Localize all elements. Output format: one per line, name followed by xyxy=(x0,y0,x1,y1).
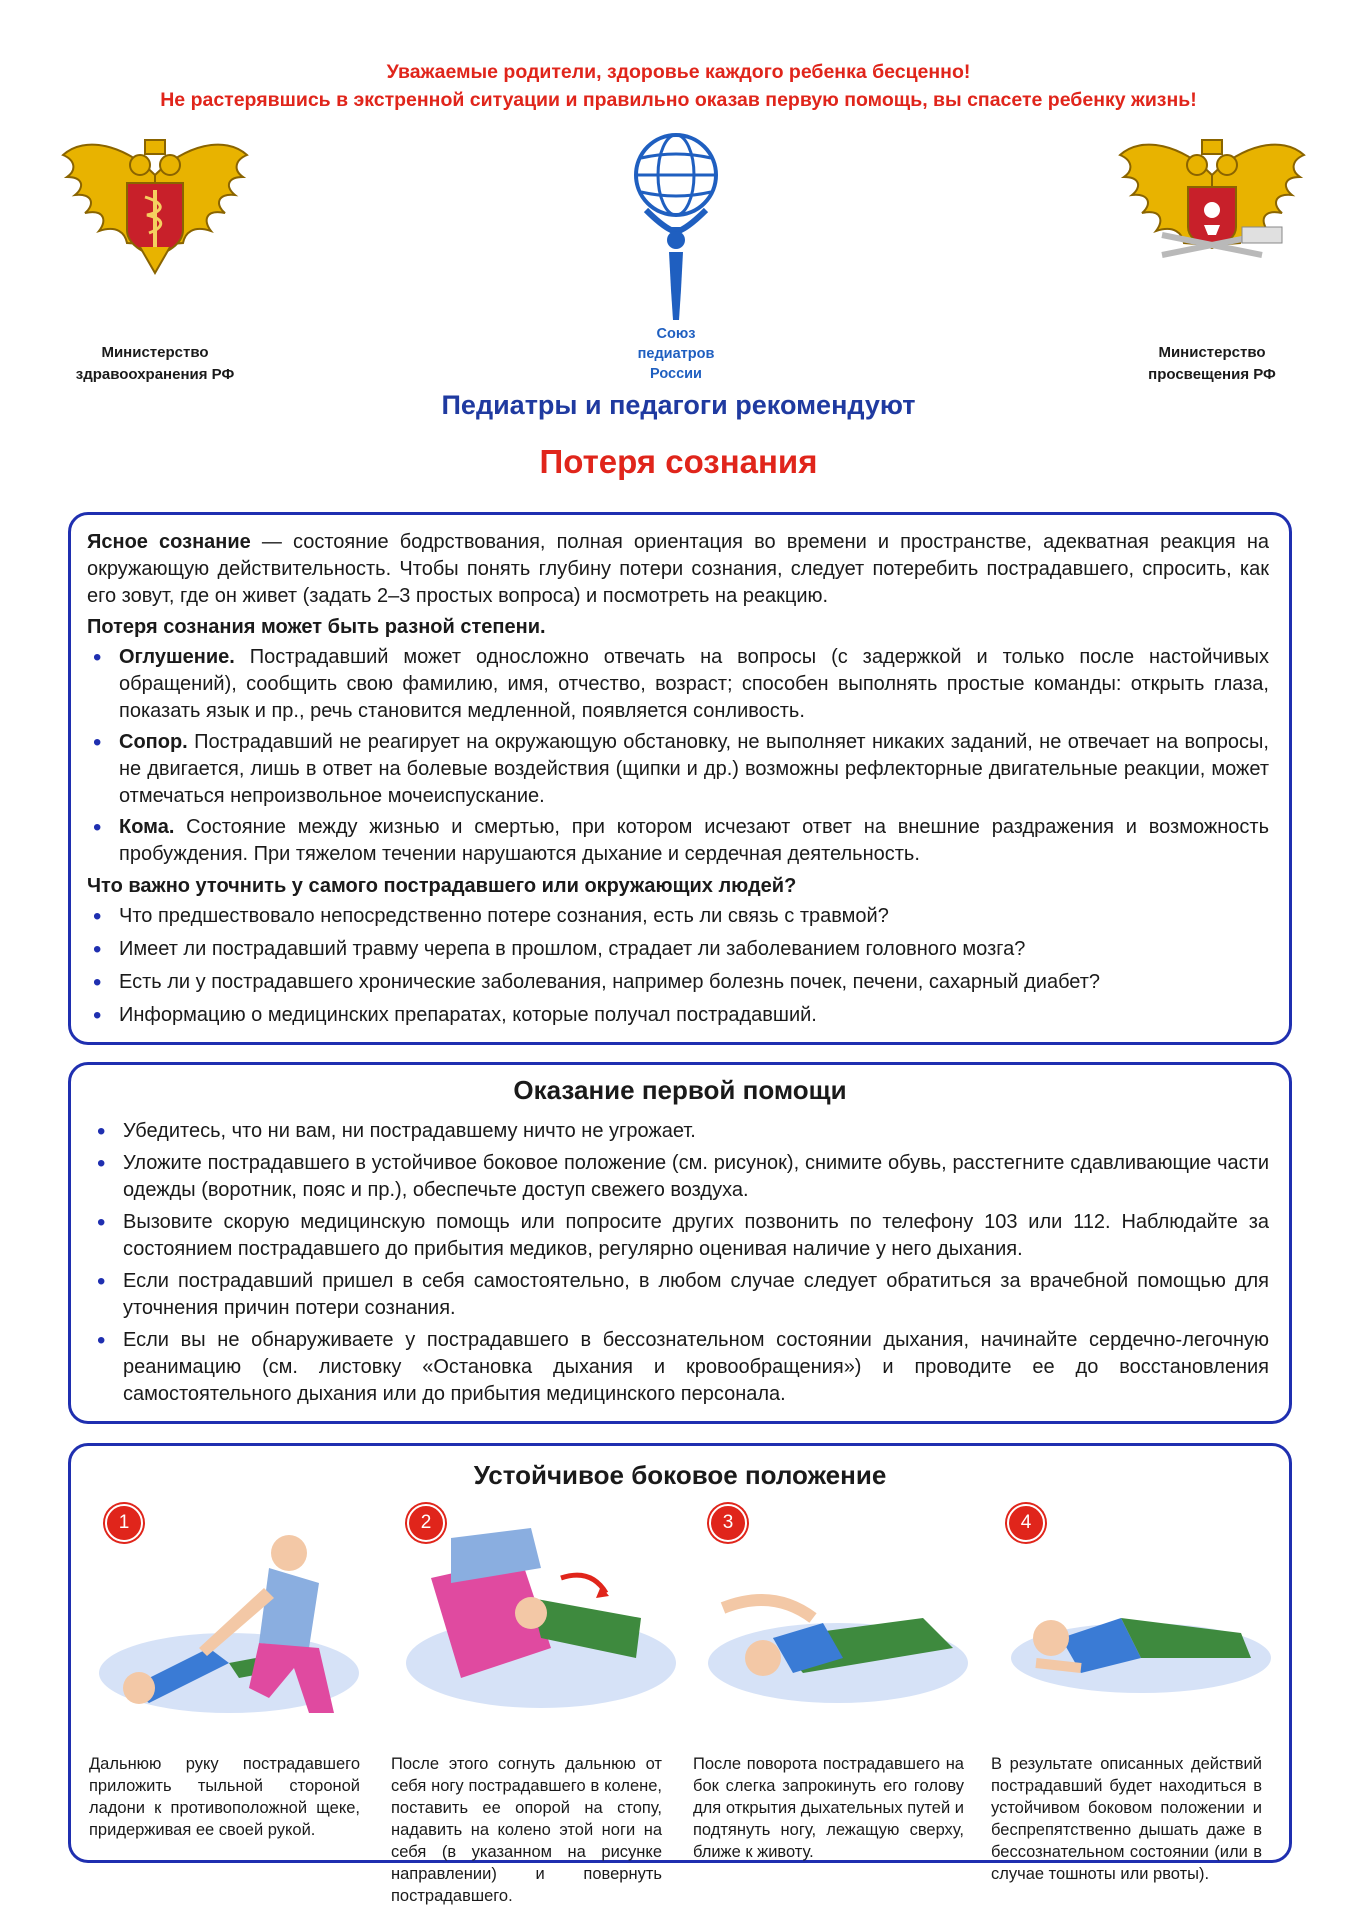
step-caption: После этого согнуть дальнюю от себя ногу пострадавшего в колене, поставить ее опорой на стопу, надавить на колено этой ноги на себя (в указанном на рисунке направлении) и повернуть пострадавшего. xyxy=(391,1755,662,1905)
step-1 xyxy=(89,1498,374,1841)
first-aid-panel xyxy=(68,1062,1292,1424)
bullet-icon: • xyxy=(93,729,102,756)
intro-text: — состояние бодрствования, полная ориентация во времени и пространстве, адекватная реакция на окружающую действительность. Чтобы понять глубину потери сознания, следует потеребить пострадавшего, спросить, как его зовут, где он живет (задать 2–3 простых вопроса) и посмотреть на реакцию. xyxy=(87,531,1269,607)
degrees-heading: Потеря сознания может быть разной степени. xyxy=(87,616,546,638)
bullet-icon: • xyxy=(97,1268,106,1295)
step-4 xyxy=(991,1498,1276,1885)
list-item: • Имеет ли пострадавший травму черепа в прошлом, страдает ли заболеванием головного мозга? xyxy=(93,936,1026,963)
questions-heading: Что важно уточнить у самого пострадавшего или окружающих людей? xyxy=(87,875,797,897)
bullet-icon: • xyxy=(93,969,102,996)
step-3 xyxy=(693,1498,978,1863)
bullet-icon: • xyxy=(93,1002,102,1029)
list-item: • Если вы не обнаруживаете у пострадавшего в бессознательном состоянии дыхания, начинайте сердечно-легочную реанимацию (см. листовку «Остановка дыхания и кровообращения») и проводите ее до восстановления самостоятельного дыхания или до прибытия медицинского персонала. xyxy=(97,1327,1269,1405)
pediatricians-union-logo-icon xyxy=(621,130,731,325)
education-ministry-emblem-icon xyxy=(1112,135,1312,275)
step-illustration xyxy=(89,1498,374,1743)
recovery-position-title: Устойчивое боковое положение xyxy=(473,1460,887,1490)
step-number-badge: 3 xyxy=(709,1504,747,1542)
header-line-1: Уважаемые родители, здоровье каждого ребенка бесценно! xyxy=(386,61,971,83)
pediatricians-union-label: Союз педиатров России xyxy=(637,326,715,382)
degrees-list xyxy=(87,644,1269,868)
step-illustration xyxy=(991,1498,1276,1743)
bullet-icon: • xyxy=(93,936,102,963)
step-caption: В результате описанных действий пострадавший будет находиться в устойчивом боковом положении и беспрепятственно дышать даже в бессознательном состоянии (или в случае тошноты или рвоты). xyxy=(991,1755,1262,1883)
list-item: • Сопор. Пострадавший не реагирует на окружающую обстановку, не выполняет никаких заданий, не отвечает на вопросы, не двигается, лишь в ответ на болевые воздействия (щипки и др.) возможны рефлекторные двигательные реакции, может отмечаться непроизвольное мочеиспускание. xyxy=(93,729,1269,807)
step-number-badge: 2 xyxy=(407,1504,445,1542)
list-item: • Оглушение. Пострадавший может односложно отвечать на вопросы (с задержкой и только после настойчивых обращений), сообщить свою фамилию, имя, отчество, возраст; способен выполнять простые команды: открыть глаза, показать язык и пр., речь становится медленной, появляется сонливость. xyxy=(93,644,1269,722)
bullet-icon: • xyxy=(97,1118,106,1145)
list-item: • Информацию о медицинских препаратах, которые получал пострадавший. xyxy=(93,1002,817,1029)
page-title: Потеря сознания xyxy=(539,443,818,480)
bullet-icon: • xyxy=(97,1327,106,1354)
first-aid-title: Оказание первой помощи xyxy=(513,1075,847,1105)
header-line-2: Не растерявшись в экстренной ситуации и правильно оказав первую помощь, вы спасете ребенку жизнь! xyxy=(160,89,1197,111)
step-illustration xyxy=(693,1498,978,1743)
list-item: • Если пострадавший пришел в себя самостоятельно, в любом случае следует обратиться за врачебной помощью для уточнения причин потери сознания. xyxy=(97,1268,1269,1319)
list-item: • Убедитесь, что ни вам, ни пострадавшему ничто не угрожает. xyxy=(97,1118,696,1145)
recovery-position-panel xyxy=(68,1443,1292,1905)
bullet-icon: • xyxy=(93,644,102,671)
intro-paragraph xyxy=(87,529,1269,610)
step-caption: Дальнюю руку пострадавшего приложить тыльной стороной ладони к противоположной щеке, придерживая ее своей рукой. xyxy=(89,1755,360,1839)
health-ministry-emblem-icon xyxy=(55,135,255,275)
list-item: • Вызовите скорую медицинскую помощь или попросите других позвонить по телефону 103 или 112. Наблюдайте за состоянием пострадавшего до прибытия медиков, регулярно оценивая наличие у него дыхания. xyxy=(97,1209,1269,1260)
intro-term: Ясное сознание xyxy=(87,531,251,553)
first-aid-list xyxy=(91,1118,1269,1408)
bullet-icon: • xyxy=(93,903,102,930)
list-item: • Кома. Состояние между жизнью и смертью, при котором исчезают ответ на внешние раздражения и возможность пробуждения. При тяжелом течении нарушаются дыхание и сердечная деятельность. xyxy=(93,814,1269,865)
bullet-icon: • xyxy=(97,1150,106,1177)
questions-list xyxy=(87,903,1269,1029)
bullet-icon: • xyxy=(93,814,102,841)
consciousness-info-panel xyxy=(68,512,1292,1045)
bullet-icon: • xyxy=(97,1209,106,1236)
list-item: • Что предшествовало непосредственно потере сознания, есть ли связь с травмой? xyxy=(93,903,889,930)
step-number-badge: 4 xyxy=(1007,1504,1045,1542)
list-item: • Есть ли у пострадавшего хронические заболевания, например болезнь почек, печени, сахарный диабет? xyxy=(93,969,1101,996)
education-ministry-label: Министерство просвещения РФ xyxy=(1148,344,1276,383)
health-ministry-label: Министерство здравоохранения РФ xyxy=(75,344,235,383)
header-banner xyxy=(0,58,1357,114)
step-caption: После поворота пострадавшего на бок слегка запрокинуть его голову для открытия дыхательных путей и подтянуть ногу, лежащую сверху, ближе к животу. xyxy=(693,1755,964,1861)
step-illustration xyxy=(391,1498,676,1743)
step-number-badge: 1 xyxy=(105,1504,143,1542)
step-2 xyxy=(391,1498,676,1907)
recommend-subtitle: Педиатры и педагоги рекомендуют xyxy=(441,390,916,420)
list-item: • Уложите пострадавшего в устойчивое боковое положение (см. рисунок), снимите обувь, расстегните сдавливающие части одежды (воротник, пояс и пр.), обеспечьте доступ свежего воздуха. xyxy=(97,1150,1269,1201)
